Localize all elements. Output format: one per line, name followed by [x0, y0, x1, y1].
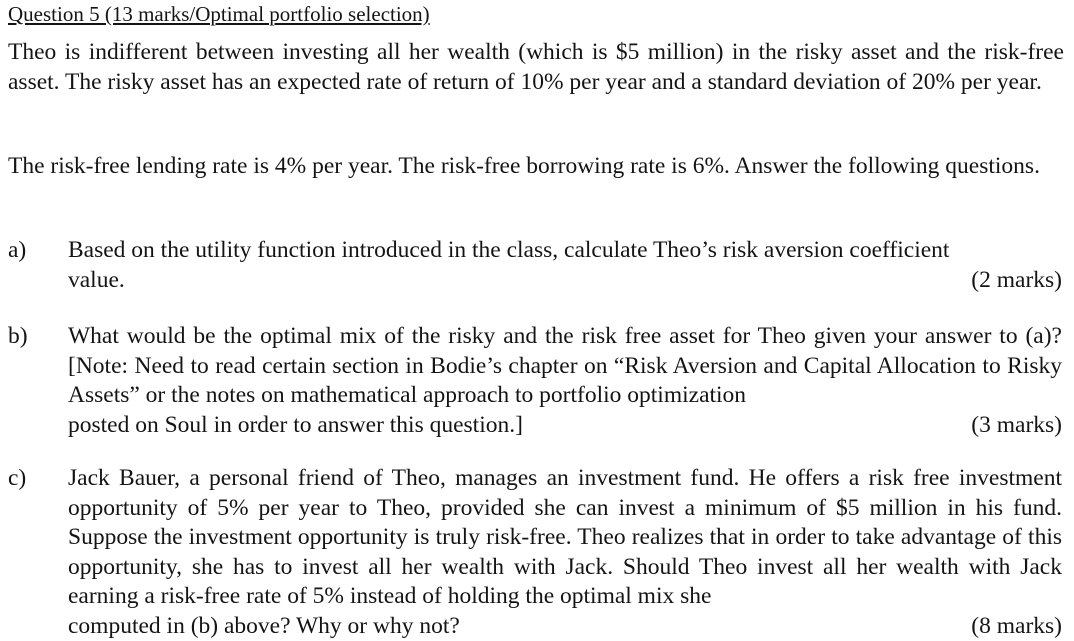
question-a-last-line: [68, 266, 1062, 296]
question-b-label: b): [8, 322, 28, 352]
question-b-marks: (3 marks): [971, 411, 1062, 441]
question-b-body: [68, 322, 1062, 440]
question-b-last-text: posted on Soul in order to answer this question.]: [68, 411, 523, 441]
question-c-body: [68, 464, 1062, 641]
question-c-last-text: computed in (b) above? Why or why not?: [68, 612, 460, 641]
rates-paragraph: The risk-free lending rate is 4% per year. The risk-free borrowing rate is 6%. Answer the following questions.: [8, 152, 1064, 182]
question-a-body: [68, 236, 1062, 295]
question-a-label: a): [8, 236, 26, 266]
question-c-marks: (8 marks): [971, 612, 1062, 641]
question-a-text: Based on the utility function introduced in the class, calculate Theo’s risk aversion coefficient: [68, 236, 1062, 266]
intro-paragraph: Theo is indifferent between investing all her wealth (which is $5 million) in the risky asset and the risk-free asset. The risky asset has an expected rate of return of 10% per year and a standard deviation of 20% per year.: [8, 38, 1064, 97]
question-c-label: c): [8, 464, 26, 494]
question-c-text: Jack Bauer, a personal friend of Theo, manages an investment fund. He offers a risk free investment opportunity of 5% per year to Theo, provided she can invest a minimum of $5 million in his fund. Suppose the investment opportunity is truly risk-free. Theo realizes that in order to take advantage of this opportunity, she has to invest all her wealth with Jack. Should Theo invest all her wealth with Jack earning a risk-free rate of 5% instead of holding the optimal mix she: [68, 464, 1062, 612]
question-b-last-line: [68, 411, 1062, 441]
question-b-text: What would be the optimal mix of the risky and the risk free asset for Theo given your answer to (a)? [Note: Need to read certain section in Bodie’s chapter on “Risk Aversion and Capital Allocation to Risky Assets” or the notes on mathematical approach to portfolio optimization: [68, 322, 1062, 411]
question-title: Question 5 (13 marks/Optimal portfolio selection): [8, 2, 430, 26]
question-a-last-text: value.: [68, 266, 125, 296]
question-a-marks: (2 marks): [971, 266, 1062, 296]
